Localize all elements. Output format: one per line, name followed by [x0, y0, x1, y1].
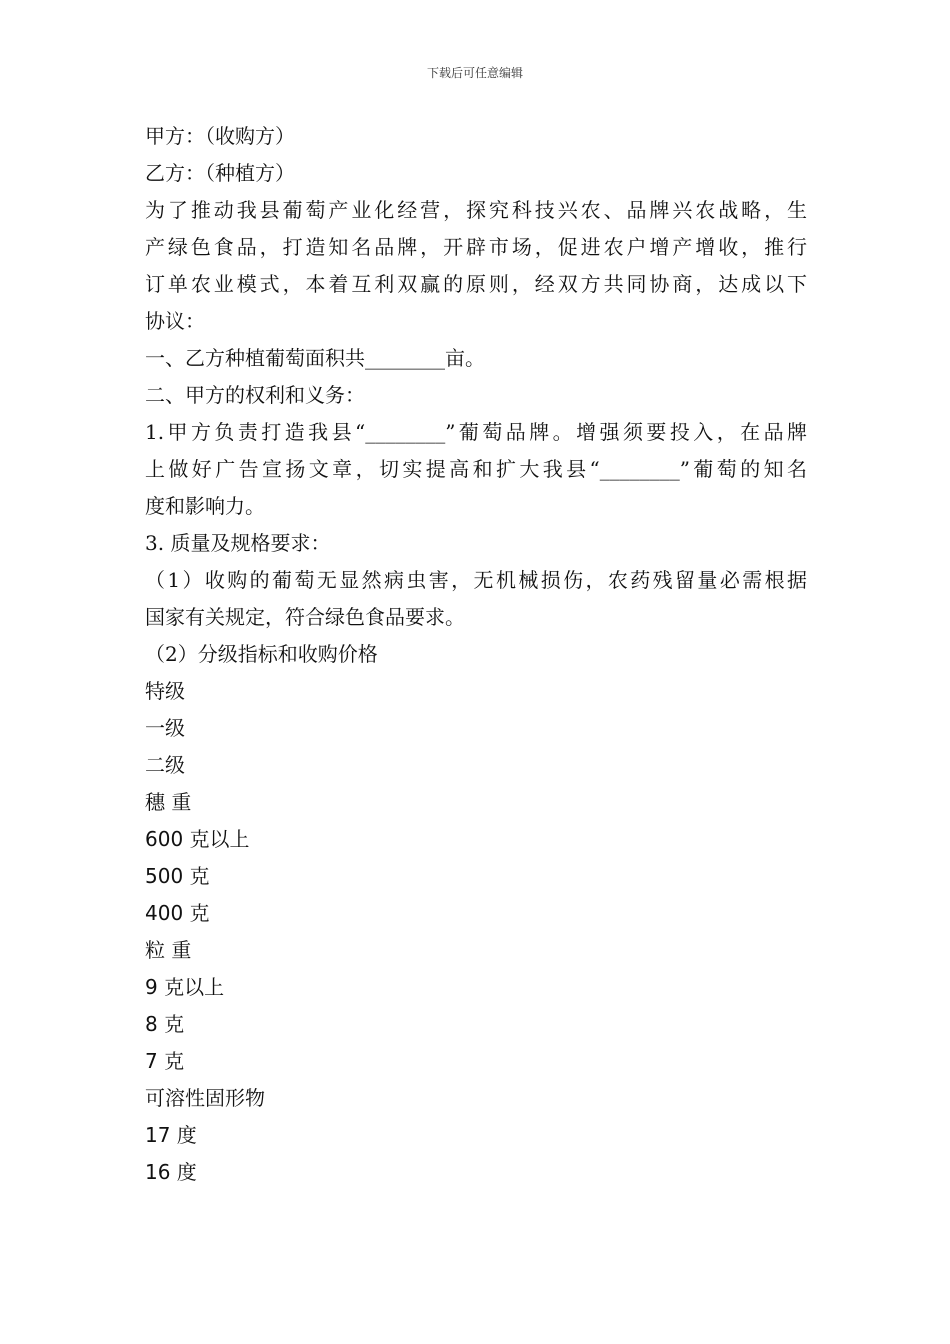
- grade-label: 一级: [145, 716, 185, 740]
- party-a-line: 甲方：（收购方）: [145, 124, 295, 148]
- berry-weight-value: 7 克: [145, 1049, 185, 1073]
- intro-line: 协议：: [145, 309, 205, 333]
- bunch-weight-label: 穗 重: [145, 790, 192, 814]
- item-1-line: 度和影响力。: [145, 494, 265, 518]
- item-1-line: 上做好广告宣扬文章，切实提高和扩大我县“________”葡萄的知名: [145, 457, 807, 481]
- header-note: 下载后可任意编辑: [426, 66, 523, 80]
- item-3-2-title: （2）分级指标和收购价格: [145, 642, 378, 666]
- grade-label: 二级: [145, 753, 185, 777]
- intro-line: 产绿色食品，打造知名品牌，开辟市场，促进农户增产增收，推行: [145, 235, 807, 259]
- bunch-weight-value: 600 克以上: [145, 827, 250, 851]
- clause-2-title: 二、甲方的权利和义务：: [145, 383, 365, 407]
- item-3-1-line: 国家有关规定，符合绿色食品要求。: [145, 605, 465, 629]
- item-3-1-line: （1）收购的葡萄无显然病虫害，无机械损伤，农药残留量必需根据: [145, 568, 807, 592]
- bunch-weight-value: 400 克: [145, 901, 210, 925]
- clause-1: 一、乙方种植葡萄面积共________亩。: [145, 346, 485, 370]
- berry-weight-value: 9 克以上: [145, 975, 225, 999]
- soluble-solids-value: 16 度: [145, 1160, 197, 1184]
- bunch-weight-value: 500 克: [145, 864, 210, 888]
- party-b-line: 乙方：（种植方）: [145, 161, 295, 185]
- intro-line: 订单农业模式，本着互利双赢的原则，经双方共同协商，达成以下: [145, 272, 807, 296]
- item-3-title: 3. 质量及规格要求：: [145, 531, 331, 555]
- document-body: [145, 118, 807, 1191]
- berry-weight-label: 粒 重: [145, 938, 192, 962]
- berry-weight-value: 8 克: [145, 1012, 185, 1036]
- item-1-line: 1.甲方负责打造我县“________”葡萄品牌。增强须要投入，在品牌: [145, 420, 807, 444]
- intro-line: 为了推动我县葡萄产业化经营，探究科技兴农、品牌兴农战略，生: [145, 198, 807, 222]
- soluble-solids-label: 可溶性固形物: [145, 1086, 265, 1110]
- grade-label: 特级: [145, 679, 185, 703]
- soluble-solids-value: 17 度: [145, 1123, 197, 1147]
